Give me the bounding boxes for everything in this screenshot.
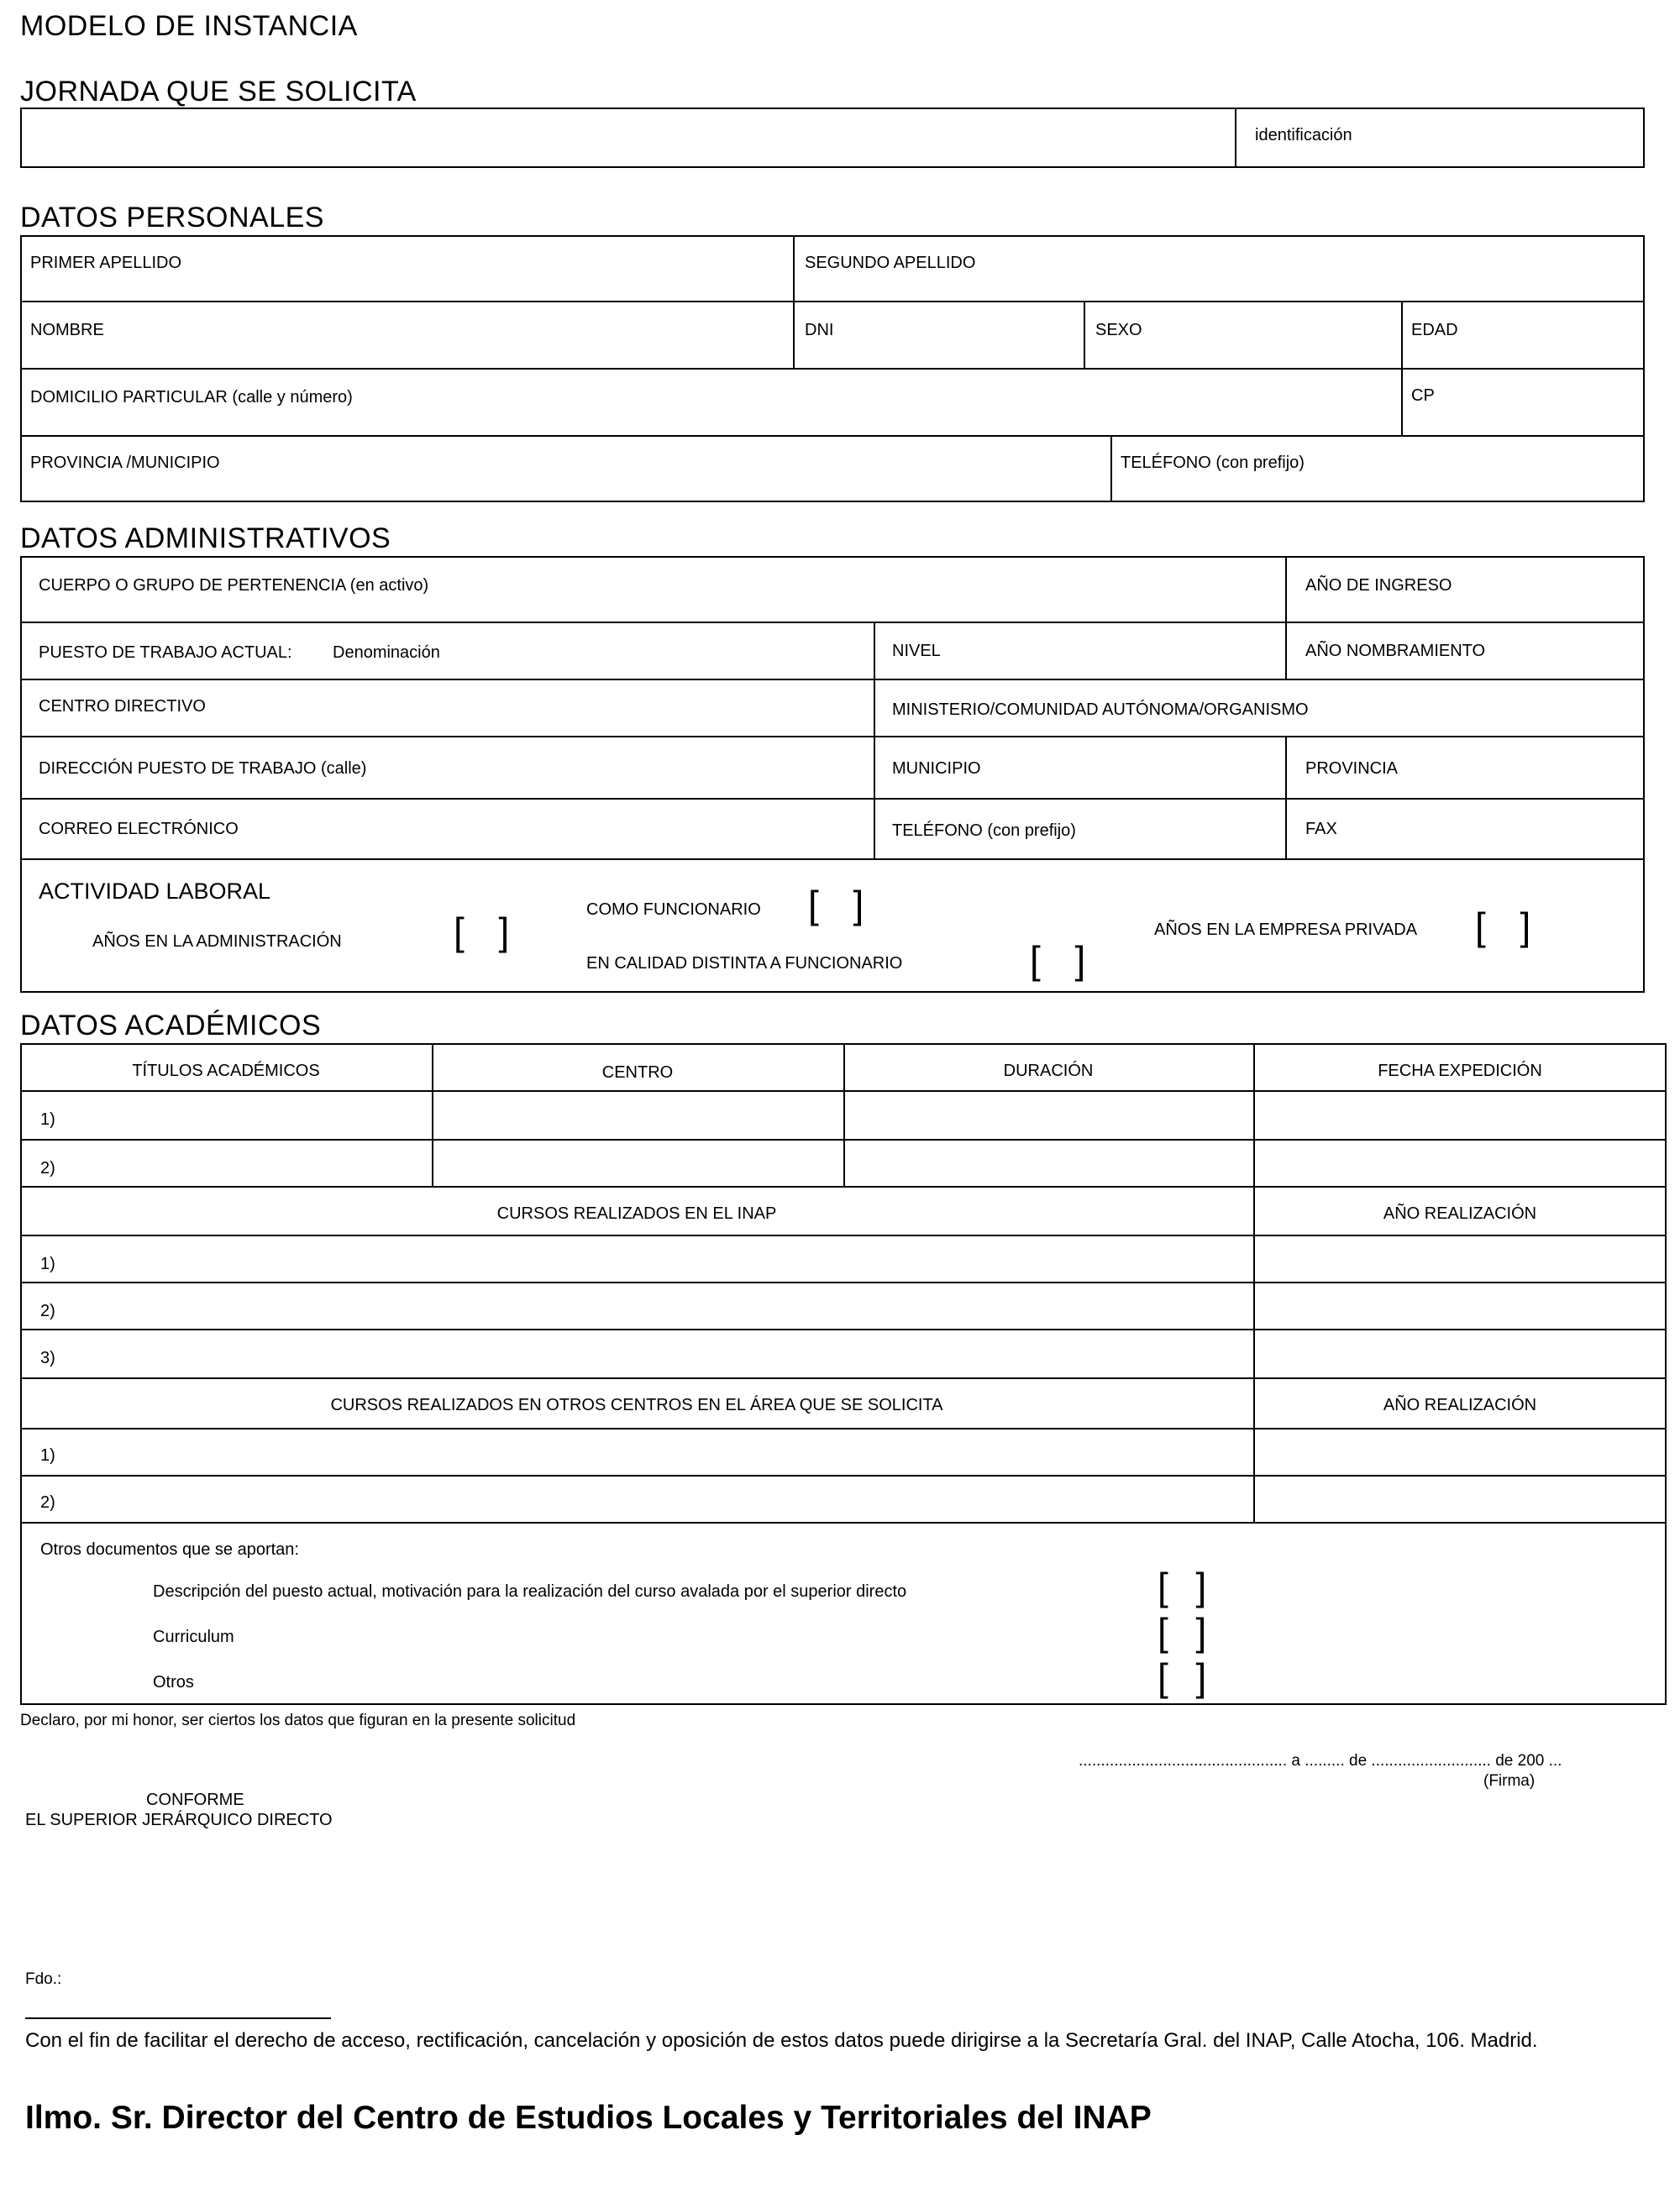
divider xyxy=(20,435,1645,437)
otros-row-1: 1) xyxy=(40,1446,55,1465)
anio-ingreso-label: AÑO DE INGRESO xyxy=(1305,576,1452,595)
col-duracion-header: DURACIÓN xyxy=(1003,1062,1094,1080)
divider xyxy=(20,858,1645,860)
cp-label: CP xyxy=(1411,386,1435,405)
otros-row-2: 2) xyxy=(40,1493,55,1512)
inap-row-2: 2) xyxy=(40,1302,55,1320)
cursos-otros-header: CURSOS REALIZADOS EN OTROS CENTROS EN EL ÁREA QUE SE SOLICITA xyxy=(330,1396,943,1414)
correo-label: CORREO ELECTRÓNICO xyxy=(39,820,239,838)
titulos-row-1: 1) xyxy=(40,1110,55,1129)
como-funcionario-checkbox[interactable]: [ ] xyxy=(808,883,876,926)
col-fecha-header: FECHA EXPEDICIÓN xyxy=(1378,1062,1542,1080)
cuerpo-label: CUERPO O GRUPO DE PERTENENCIA (en activo) xyxy=(39,576,429,595)
divider xyxy=(20,1377,1667,1379)
anios-admin-checkbox[interactable]: [ ] xyxy=(454,910,522,953)
empresa-privada-checkbox[interactable]: [ ] xyxy=(1475,905,1543,948)
footnote-rule xyxy=(25,2017,331,2019)
segundo-apellido-label: SEGUNDO APELLIDO xyxy=(805,254,976,272)
divider xyxy=(20,798,1645,800)
anio-nombramiento-label: AÑO NOMBRAMIENTO xyxy=(1305,642,1486,660)
inap-row-3: 3) xyxy=(40,1349,55,1367)
divider xyxy=(793,235,795,368)
jornada-heading: JORNADA QUE SE SOLICITA xyxy=(20,76,417,108)
divider xyxy=(20,1522,1667,1524)
otros-docs-label: Otros documentos que se aportan: xyxy=(40,1540,299,1559)
doc-curriculum-label: Curriculum xyxy=(153,1628,234,1646)
firma-line[interactable]: ............................................... a ......... de ........................... de 200 ... xyxy=(1079,1752,1562,1770)
declaracion-text: Declaro, por mi honor, ser ciertos los datos que figuran en la presente solicitud xyxy=(20,1712,576,1729)
actividad-heading: ACTIVIDAD LABORAL xyxy=(39,879,271,904)
divider xyxy=(874,622,875,858)
divider xyxy=(1285,736,1287,858)
doc-descripcion-checkbox[interactable]: [ ] xyxy=(1158,1565,1215,1608)
distinta-checkbox[interactable]: [ ] xyxy=(1030,938,1098,982)
edad-label: EDAD xyxy=(1411,321,1458,339)
divider xyxy=(20,1282,1667,1283)
provincia-label: PROVINCIA /MUNICIPIO xyxy=(30,454,220,472)
divider xyxy=(20,736,1645,737)
identificacion-label: identificación xyxy=(1255,126,1352,144)
firma-label: (Firma) xyxy=(1483,1772,1536,1790)
page-title: MODELO DE INSTANCIA xyxy=(20,10,358,42)
divider xyxy=(1084,301,1085,368)
doc-otros-checkbox[interactable]: [ ] xyxy=(1158,1655,1215,1699)
telefono-label: TELÉFONO (con prefijo) xyxy=(1121,454,1305,472)
divider xyxy=(20,1428,1667,1429)
fdo-label: Fdo.: xyxy=(25,1970,62,1988)
direccion-label: DIRECCIÓN PUESTO DE TRABAJO (calle) xyxy=(39,759,367,778)
divider xyxy=(1401,301,1403,435)
divider xyxy=(20,1235,1667,1236)
doc-descripcion-label: Descripción del puesto actual, motivación para la realización del curso avalada por el superior directo xyxy=(153,1582,907,1601)
jornada-input[interactable] xyxy=(22,109,1233,166)
col-centro-header: CENTRO xyxy=(601,1063,674,1082)
footnote-text: Con el fin de facilitar el derecho de acceso, rectificación, cancelación y oposición de estos datos puede dirigirse a la Secretaría Gral. del INAP, Calle Atocha, 106. Madrid. xyxy=(25,2029,1538,2052)
cursos-inap-header: CURSOS REALIZADOS EN EL INAP xyxy=(496,1204,777,1223)
divider xyxy=(20,679,1645,680)
sexo-label: SEXO xyxy=(1095,321,1142,339)
academicos-heading: DATOS ACADÉMICOS xyxy=(20,1010,322,1041)
primer-apellido-label: PRIMER APELLIDO xyxy=(30,254,182,272)
provincia-admin-label: PROVINCIA xyxy=(1305,759,1399,778)
nivel-label: NIVEL xyxy=(892,642,941,660)
superior-label: EL SUPERIOR JERÁRQUICO DIRECTO xyxy=(25,1811,333,1829)
distinta-label: EN CALIDAD DISTINTA A FUNCIONARIO xyxy=(586,954,903,973)
divider xyxy=(20,1186,1667,1188)
inap-row-1: 1) xyxy=(40,1255,55,1273)
divider xyxy=(1235,108,1236,168)
como-funcionario-label: COMO FUNCIONARIO xyxy=(586,900,761,919)
doc-otros-label: Otros xyxy=(153,1673,194,1692)
divider xyxy=(1110,435,1112,502)
nombre-label: NOMBRE xyxy=(30,321,104,339)
anios-admin-label: AÑOS EN LA ADMINISTRACIÓN xyxy=(92,932,342,951)
municipio-label: MUNICIPIO xyxy=(892,759,981,778)
fax-label: FAX xyxy=(1305,820,1337,838)
puesto-label: PUESTO DE TRABAJO ACTUAL: xyxy=(39,643,292,662)
divider xyxy=(20,622,1645,623)
domicilio-label: DOMICILIO PARTICULAR (calle y número) xyxy=(30,388,353,407)
ministerio-label: MINISTERIO/COMUNIDAD AUTÓNOMA/ORGANISMO xyxy=(892,700,1309,719)
conforme-label: CONFORME xyxy=(146,1791,244,1809)
denominacion-label: Denominación xyxy=(333,643,440,662)
divider xyxy=(20,1475,1667,1477)
personales-heading: DATOS PERSONALES xyxy=(20,202,324,233)
col-titulos-header: TÍTULOS ACADÉMICOS xyxy=(132,1062,320,1080)
empresa-privada-label: AÑOS EN LA EMPRESA PRIVADA xyxy=(1154,921,1418,939)
divider xyxy=(1285,556,1287,679)
dni-label: DNI xyxy=(805,321,834,339)
anio-realizacion-header-2: AÑO REALIZACIÓN xyxy=(1383,1396,1537,1414)
divider xyxy=(1253,1043,1255,1522)
doc-curriculum-checkbox[interactable]: [ ] xyxy=(1158,1610,1215,1654)
centro-directivo-label: CENTRO DIRECTIVO xyxy=(39,697,206,716)
administrativos-heading: DATOS ADMINISTRATIVOS xyxy=(20,522,391,554)
addressee: Ilmo. Sr. Director del Centro de Estudios Locales y Territoriales del INAP xyxy=(25,2100,1152,2136)
divider xyxy=(20,1329,1667,1330)
anio-realizacion-header-1: AÑO REALIZACIÓN xyxy=(1383,1204,1537,1223)
titulos-row-2: 2) xyxy=(40,1159,55,1178)
telefono-admin-label: TELÉFONO (con prefijo) xyxy=(892,821,1076,840)
